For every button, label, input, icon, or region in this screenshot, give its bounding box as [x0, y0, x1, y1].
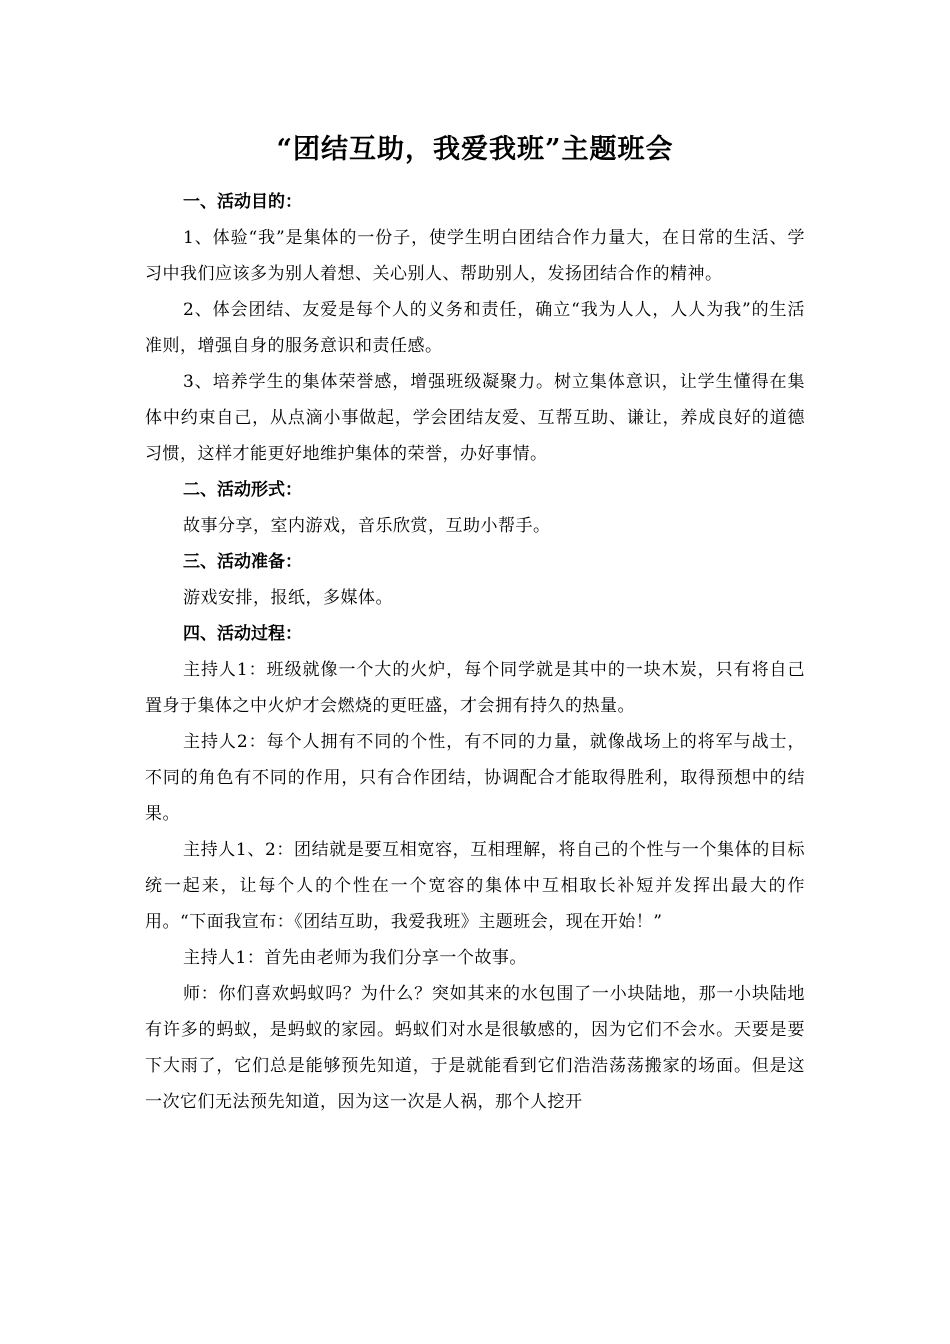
document-title: “团结互助，我爱我班”主题班会 [276, 134, 674, 165]
section-process [145, 616, 805, 1120]
section-format [145, 472, 805, 544]
paragraph: 游戏安排，报纸，多媒体。 [183, 588, 393, 608]
section-heading: 二、活动形式： [183, 480, 302, 500]
section-heading: 三、活动准备： [183, 552, 302, 572]
paragraph: 师：你们喜欢蚂蚁吗？为什么？突如其来的水包围了一小块陆地，那一小块陆地有许多的蚂蚁，是蚂蚁的家园。蚂蚁们对水是很敏感的，因为它们不会水。天要是要下大雨了，它们总是能够预先知道，于是就能看到它们浩浩荡荡搬家的场面。但是这一次它们无法预先知道，因为这一次是人祸，那个人挖开 [145, 984, 805, 1112]
paragraph: 3、培养学生的集体荣誉感，增强班级凝聚力。树立集体意识，让学生懂得在集体中约束自己，从点滴小事做起，学会团结友爱、互帮互助、谦让，养成良好的道德习惯，这样才能更好地维护集体的荣誉，办好事情。 [145, 372, 805, 464]
paragraph: 主持人1：班级就像一个大的火炉，每个同学就是其中的一块木炭，只有将自己置身于集体之中火炉才会燃烧的更旺盛，才会拥有持久的热量。 [145, 660, 805, 716]
paragraph: 主持人1：首先由老师为我们分享一个故事。 [183, 948, 527, 968]
paragraph: 主持人2：每个人拥有不同的个性，有不同的力量，就像战场上的将军与战士，不同的角色有不同的作用，只有合作团结，协调配合才能取得胜利，取得预想中的结果。 [145, 732, 805, 824]
section-heading: 一、活动目的： [183, 192, 302, 212]
paragraph: 2、体会团结、友爱是每个人的义务和责任，确立“我为人人，人人为我”的生活准则，增强自身的服务意识和责任感。 [145, 300, 805, 356]
paragraph: 故事分享，室内游戏，音乐欣赏，互助小帮手。 [183, 516, 551, 536]
section-preparation [145, 544, 805, 616]
document-page [145, 128, 805, 1120]
paragraph: 主持人1、2：团结就是要互相宽容，互相理解，将自己的个性与一个集体的目标统一起来，让每个人的个性在一个宽容的集体中互相取长补短并发挥出最大的作用。“下面我宣布：《团结互助，我爱我班》主题班会，现在开始！” [145, 840, 805, 932]
section-heading: 四、活动过程： [183, 624, 302, 644]
section-purpose [145, 184, 805, 472]
paragraph: 1、体验“我”是集体的一份子，使学生明白团结合作力量大，在日常的生活、学习中我们应该多为别人着想、关心别人、帮助别人，发扬团结合作的精神。 [145, 228, 805, 284]
